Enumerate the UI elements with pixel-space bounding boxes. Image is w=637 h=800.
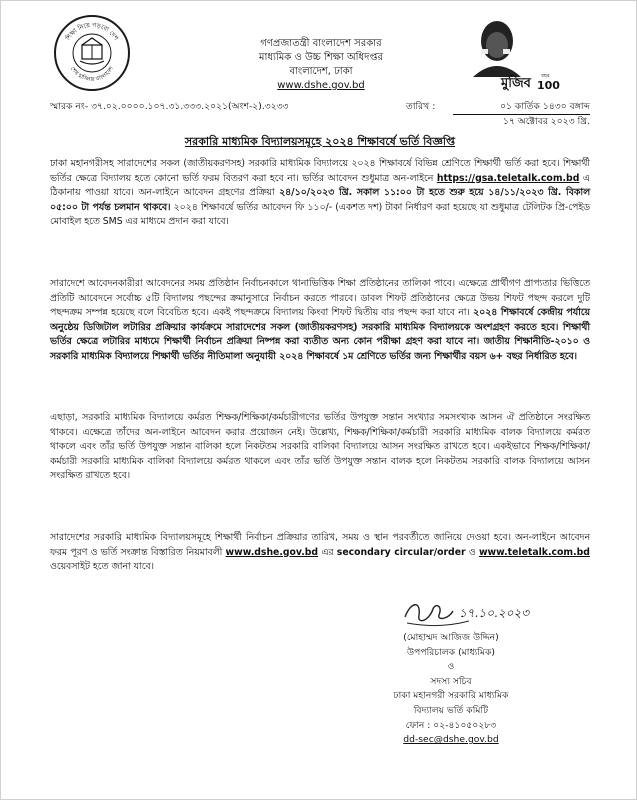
signatory-designation: উপপরিচালক (মাধ্যমিক) <box>406 646 496 658</box>
p2-text-a: সারাদেশে আবেদনকারীরা আবেদনের সময় প্রতিষ্ঠান নির্বাচনকালে থানাভিত্তিক শিক্ষা প্রতিষ্ঠানের তালিকা পাবে। এক্ষেত্রে প্রার্থীগণ প্রাপ্যতার ভিত্তিতে প্রতিটি আবেদনে সর্বোচ্চ ৫টি বিদ্যালয় পছন্দের ক্রমানুসারে নির্বাচন করতে পারবে। ডাবল শিফট প্রতিষ্ঠানের ক্ষেত্রে উভয় শিফট পছন্দ করলে দুটি পছন্দক্রম সম্পন্ন হয়েছে বলে বিবেচিত হবে। একই পছন্দক্রমে বিদ্যালয় কিংবা শিফট দ্বিতীয় বার পছন্দ করা যাবে না। <box>50 278 590 319</box>
paragraph-further-info <box>50 531 590 575</box>
svg-text:শিক্ষা নিয়ে গড়বো দেশ <box>64 22 119 43</box>
p1-text-c: ২০২৪ শিক্ষাবর্ষে ভর্তির আবেদন ফি ১১০/- (একশত দশ) টাকা নির্ধারণ করা হয়েছে যা শুধুমাত্র টেলিটক প্রি-পেইড মোবাইল হতে SMS এর মাধ্যমে প্রদান করা যাবে। <box>50 201 590 228</box>
signatory-block <box>361 631 541 748</box>
p4-text-a: সারাদেশের সরকারি মাধ্যমিক বিদ্যালয়সমূহে শিক্ষার্থী নির্বাচন প্রক্রিয়ার তারিখ, সময় ও স্থান পরবর্তীতে জানিয়ে দেওয়া হবে। অন-লাইনে আবেদন ফরম পূরণ ও ভর্তি সংক্রান্ত বিস্তারিত নিয়মাবলী <box>50 532 590 558</box>
seal-bottom-text: শেখ হাসিনার বাংলাদেশ <box>68 65 116 84</box>
svg-text:শেখ হাসিনার বাংলাদেশ <box>69 65 116 83</box>
date-bangla: ০১ কার্তিক ১৪৩০ বঙ্গাব্দ <box>500 101 590 112</box>
date-label: তারিখ : <box>406 101 436 112</box>
signatory-email[interactable]: dd-sec@dshe.gov.bd <box>403 734 499 746</box>
notice-title: সরকারি মাধ্যমিক বিদ্যালয়সমূহে ২০২৪ শিক্ষাবর্ষে ভর্তি বিজ্ঞপ্তি <box>184 135 456 148</box>
signatory-role: সদস্য সচিব <box>430 675 472 687</box>
paragraph-reserved-seats: এছাড়া, সরকারি মাধ্যমিক বিদ্যালয়ে কর্মরত শিক্ষক/শিক্ষিকা/কর্মচারীগণের ভর্তির উপযুক্ত সন্তান সংখ্যার সমসংখ্যক আসন ঐ প্রতিষ্ঠানে সংরক্ষিত থাকবে। এক্ষেত্রে তাঁদের অন-লাইনে আবেদন করার প্রয়োজন নেই। উল্লেখ্য, শিক্ষক/শিক্ষিকা/কর্মচারী সরকারি মাধ্যমিক বালক বিদ্যালয়ে কর্মরত থাকলে এবং তাঁর ভর্তি উপযুক্ত সন্তান বালিকা হলে নিকটতম সরকারি বালিকা বিদ্যালয়ে আসন সংরক্ষিত রাখতে হবে। একইভাবে শিক্ষক/শিক্ষিকা/কর্মচারী সরকারি মাধ্যমিক বালিকা বিদ্যালয়ে কর্মরত থাকলে এবং তাঁর ভর্তি উপযুক্ত সন্তান বালক হলে নিকটতম সরকারি বালক বিদ্যালয়ে আসন সংরক্ষিত রাখতে হবে। <box>50 412 590 482</box>
p1-text-b: এ ঠিকানায় পাওয়া যাবে। অন-লাইনে আবেদন গ্রহণের প্রক্রিয়া <box>50 172 590 199</box>
p1-schedule-bold: ২৪/১০/২০২৩ খ্রি. সকাল ১১:০০ টা হতে শুরু হয়ে ১৪/১১/২০২৩ খ্রি. বিকাল ০৫:০০ টা পর্যন্ত চলমান থাকবে। <box>50 187 590 213</box>
date-english: ১৭ অক্টোবর ২০২৩ খ্রি. <box>503 116 590 127</box>
mujib-years-text: বছর <box>541 73 550 79</box>
paragraph-selection <box>50 277 590 365</box>
signatory-name: (মোহাম্মদ আজিজ উদ্দিন) <box>403 632 499 643</box>
p4-text-c: ও <box>468 546 476 558</box>
p1-text-a: ঢাকা মহানগরীসহ সারাদেশের সকল (জাতীয়করণসহ) সরকারি মাধ্যমিক বিদ্যালয়ে ২০২৪ শিক্ষাবর্ষে বিভিন্ন শ্রেণিতে শিক্ষার্থী ভর্তি করা হবে। শিক্ষার্থী ভর্তির ক্ষেত্রে বিদ্যালয় হতে কোনো ভর্তি ফরম বিতরণ করা হবে না। ভর্তির আবেদন শুধুমাত্র অন-লাইনে <box>50 158 590 184</box>
header-location-line: বাংলাদেশ, ঢাকা <box>289 66 353 77</box>
teletalk-website-link[interactable]: www.teletalk.com.bd <box>478 546 590 558</box>
paragraph-application <box>50 157 590 230</box>
p4-circular-bold: secondary circular/order <box>336 546 466 558</box>
mujib-100-logo <box>457 15 560 95</box>
mujib-number: 100 <box>537 79 560 92</box>
memo-number: স্মারক নং- ৩৭.০২.০০০০.১০৭.৩১.৩৩৩.২০২১(অংশ-২).৩২৩৩ <box>50 101 289 112</box>
p4-text-d: ওয়েবসাইট হতে জানা যাবে। <box>50 561 154 573</box>
signatory-and: ও <box>447 661 455 673</box>
committee-line-1: ঢাকা মহানগরী সরকারি মাধ্যমিক <box>393 690 509 702</box>
signatory-phone: ফোন : ০২-৪১০৫০২৮৩ <box>405 719 497 731</box>
header-website-link[interactable]: www.dshe.gov.bd <box>277 80 365 91</box>
p4-text-b: এর <box>321 546 334 558</box>
signature-date: ১৭.১০.২০২৩ <box>459 606 530 620</box>
gsa-teletalk-link[interactable]: https://gsa.teletalk.com.bd <box>436 172 580 184</box>
signature-image <box>399 595 549 631</box>
dshe-website-link[interactable]: www.dshe.gov.bd <box>225 546 319 558</box>
p2-lottery-bold: ২০২৪ শিক্ষাবর্ষে কেন্দ্রীয় পর্যায়ে অনুষ্ঠেয় ডিজিটাল লটারির প্রক্রিয়ার কার্যক্রমে সারাদেশের সকল (জাতীয়করণসহ) সরকারি মাধ্যমিক বিদ্যালয়কে অংশগ্রহণ করতে হবে। শিক্ষার্থী ভর্তির ক্ষেত্রে লটারির মাধ্যমে শিক্ষার্থী নির্বাচন প্রক্রিয়া নিষ্পন্ন করা ব্যতীত অন্য কোন পরীক্ষা গ্রহণ করা যাবে না। জাতীয় শিক্ষানীতি-২০১০ ও সরকারি মাধ্যমিক বিদ্যালয়ে শিক্ষার্থী ভর্তির নীতিমালা অনুযায়ী ২০২৪ শিক্ষাবর্ষে ১ম শ্রেণিতে ভর্তির জন্য শিক্ষার্থীর বয়স ৬+ বছর নির্ধারিত হবে। <box>50 307 590 362</box>
header-govt-line: গণপ্রজাতন্ত্রী বাংলাদেশ সরকার <box>260 38 382 49</box>
seal-top-text: শিক্ষা নিয়ে গড়বো দেশ <box>64 21 120 42</box>
dshe-seal-logo <box>54 15 130 91</box>
mujib-text: মুজিব <box>501 76 531 91</box>
committee-line-2: বিদ্যালয় ভর্তি কমিটি <box>413 704 489 716</box>
header-directorate-line: মাধ্যমিক ও উচ্চ শিক্ষা অধিদপ্তর <box>258 52 384 63</box>
